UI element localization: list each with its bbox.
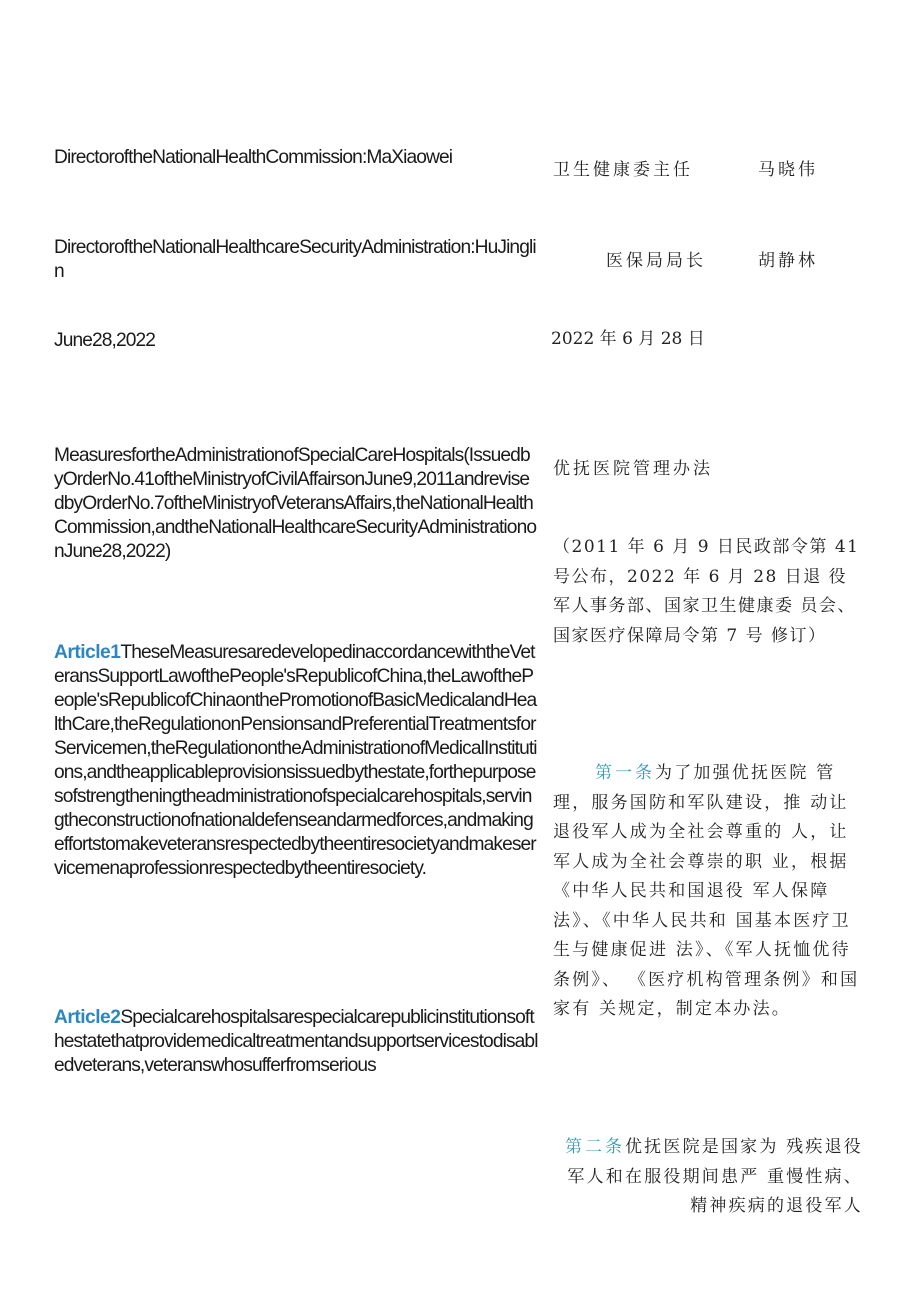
article-1-zh-label: 第一条 xyxy=(595,763,655,783)
signature-en-health-commission: DirectoroftheNationalHealthCommission:MaXiaowei xyxy=(54,147,453,168)
signature-zh-title-health-commission: 卫生健康委主任 xyxy=(553,160,693,180)
article-1-zh xyxy=(553,759,867,1025)
article-2-en xyxy=(54,1006,538,1078)
article-2-zh-text: 优抚医院是国家为 残疾退役军人和在服役期间患严 重慢性病、精神疾病的退役军人 xyxy=(567,1137,863,1216)
article-2-zh-label: 第二条 xyxy=(564,1137,625,1157)
signature-en-healthcare-security: DirectoroftheNationalHealthcareSecurityAdministration:HuJinglin xyxy=(54,237,536,282)
date-zh: 2022 年 6 月 28 日 xyxy=(551,329,705,349)
measures-title-en: MeasuresfortheAdministrationofSpecialCareHospitals(IssuedbyOrderNo.41oftheMinistryofCivilAffairsonJune9,2011andrevisedbyOrderNo.7oftheMinistryofVeteransAffairs,theNationalHealthCommission,andtheNationalHealthcareSecurityAdministrationonJune28,2022) xyxy=(54,445,537,562)
article-1-en xyxy=(54,641,538,881)
article-1-en-label: Article1 xyxy=(54,642,121,663)
article-2-en-text: Specialcarehospitalsarespecialcarepublicinstitutionsofthestatethatprovidemedicaltreatmentandsupportservicestodisabledveterans,veteranswhosufferfromserious xyxy=(54,1007,538,1076)
measures-title-zh: 优抚医院管理办法 xyxy=(553,459,713,479)
signature-zh-title-healthcare-security: 医保局局长 xyxy=(606,251,706,271)
article-2-en-label: Article2 xyxy=(54,1007,121,1028)
measures-note-zh: （2011 年 6 月 9 日民政部令第 41 号公布，2022 年 6 月 28 日退 役军人事务部、国家卫生健康委 员会、国家医疗保障局令第 7 号 修订） xyxy=(553,537,860,646)
date-en: June28,2022 xyxy=(54,330,156,351)
article-2-zh xyxy=(553,1133,863,1222)
article-1-zh-text: 为了加强优抚医院 管理，服务国防和军队建设，推 动让退役军人成为全社会尊重的 人，让军人成为全社会尊崇的职 业，根据《中华人民共和国退役 军人保障法》、《中华人民共和 国基本医疗卫生与健康促进 法》、《军人抚恤优待条例》、 《医疗机构管理条例》和国家有 关规定，制定本办法。 xyxy=(553,763,860,1019)
signature-zh-name-health-commission: 马晓伟 xyxy=(758,160,818,180)
signature-zh-name-healthcare-security: 胡静林 xyxy=(758,251,818,271)
article-1-en-text: TheseMeasuresaredevelopedinaccordancewiththeVeteransSupportLawofthePeople'sRepublicofChina,theLawofthePeople'sRepublicofChinaonthePromotionofBasicMedicalandHealthCare,theRegulationonPensionsandPreferentialTreatmentsforServicemen,theRegulationontheAdministrationofMedicalInstitutions,andtheapplicableprovisionsissuedbythestate,forthepurposesofstrengtheningtheadministrationofspecialcarehospitals,servingtheconstructionofnationaldefenseandarmedforces,andmakingeffortstomakeveteransrespectedbytheentiresocietyandmakeservicemenaprofessionrespectedbytheentiresociety. xyxy=(54,642,537,879)
